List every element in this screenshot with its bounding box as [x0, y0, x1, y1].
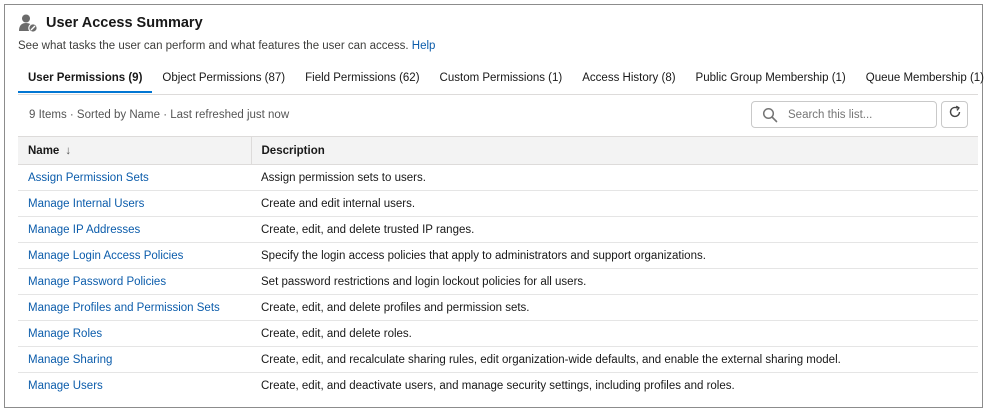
arrow-down-icon: ↓	[65, 144, 72, 157]
user-permissions-icon	[18, 13, 38, 33]
table-row	[18, 217, 978, 243]
table-row	[18, 347, 978, 373]
panel-header	[18, 13, 203, 33]
tab-object-permissions[interactable]: Object Permissions (87)	[162, 72, 286, 84]
user-access-summary-panel	[4, 4, 983, 408]
table-row	[18, 165, 978, 191]
column-header-description-label: Description	[261, 144, 325, 157]
permission-name-link[interactable]: Manage Roles	[18, 321, 251, 347]
tab-user-permissions[interactable]: User Permissions (9)	[18, 63, 152, 93]
permission-name-link[interactable]: Manage Login Access Policies	[18, 243, 251, 269]
permissions-table	[18, 136, 978, 399]
permission-description: Create, edit, and deactivate users, and manage security settings, including profiles and roles.	[261, 379, 735, 392]
refresh-icon	[948, 105, 962, 124]
tab-public-group-membership[interactable]: Public Group Membership (1)	[695, 72, 846, 84]
permission-name-link[interactable]: Assign Permission Sets	[18, 165, 251, 191]
column-header-name[interactable]	[18, 137, 251, 165]
permission-name-link[interactable]: Manage Password Policies	[18, 269, 251, 295]
table-row	[18, 295, 978, 321]
permission-name-link[interactable]: Manage Internal Users	[18, 191, 251, 217]
column-header-name-label: Name	[28, 144, 60, 157]
table-row	[18, 191, 978, 217]
search-box[interactable]	[751, 101, 937, 128]
table-row	[18, 243, 978, 269]
list-status: 9 Items · Sorted by Name · Last refreshed just now	[29, 109, 290, 121]
permission-name-link[interactable]: Manage Sharing	[18, 347, 251, 373]
help-link[interactable]: Help	[411, 40, 436, 52]
table-row	[18, 373, 978, 399]
search-icon	[762, 107, 778, 123]
permission-description: Specify the login access policies that apply to administrators and support organizations.	[251, 243, 978, 269]
subtitle-text: See what tasks the user can perform and what features the user can access.	[18, 40, 409, 52]
permission-description: Create, edit, and delete profiles and permission sets.	[251, 295, 978, 321]
permission-description: Assign permission sets to users.	[251, 165, 978, 191]
permission-name-link[interactable]: Manage IP Addresses	[18, 217, 251, 243]
permission-description: Create and edit internal users.	[251, 191, 978, 217]
search-input[interactable]	[786, 108, 930, 122]
tab-field-permissions[interactable]: Field Permissions (62)	[305, 72, 420, 84]
tab-queue-membership[interactable]: Queue Membership (1)	[865, 72, 984, 84]
table-header-row	[18, 137, 978, 165]
column-header-description[interactable]	[251, 137, 978, 165]
page-title: User Access Summary	[46, 15, 203, 31]
tab-custom-permissions[interactable]: Custom Permissions (1)	[439, 72, 563, 84]
refresh-button[interactable]	[941, 101, 968, 128]
permission-description: Set password restrictions and login lockout policies for all users.	[251, 269, 978, 295]
permission-name-link[interactable]: Manage Users	[28, 379, 103, 392]
tab-access-history[interactable]: Access History (8)	[582, 72, 676, 84]
permission-name-link[interactable]: Manage Profiles and Permission Sets	[18, 295, 251, 321]
permission-description: Create, edit, and delete roles.	[251, 321, 978, 347]
permission-description: Create, edit, and delete trusted IP ranges.	[251, 217, 978, 243]
table-row	[18, 321, 978, 347]
page-subtitle	[18, 40, 435, 52]
permission-description: Create, edit, and recalculate sharing rules, edit organization-wide defaults, and enable the external sharing model.	[251, 347, 978, 373]
table-row	[18, 269, 978, 295]
tab-bar	[18, 63, 984, 95]
